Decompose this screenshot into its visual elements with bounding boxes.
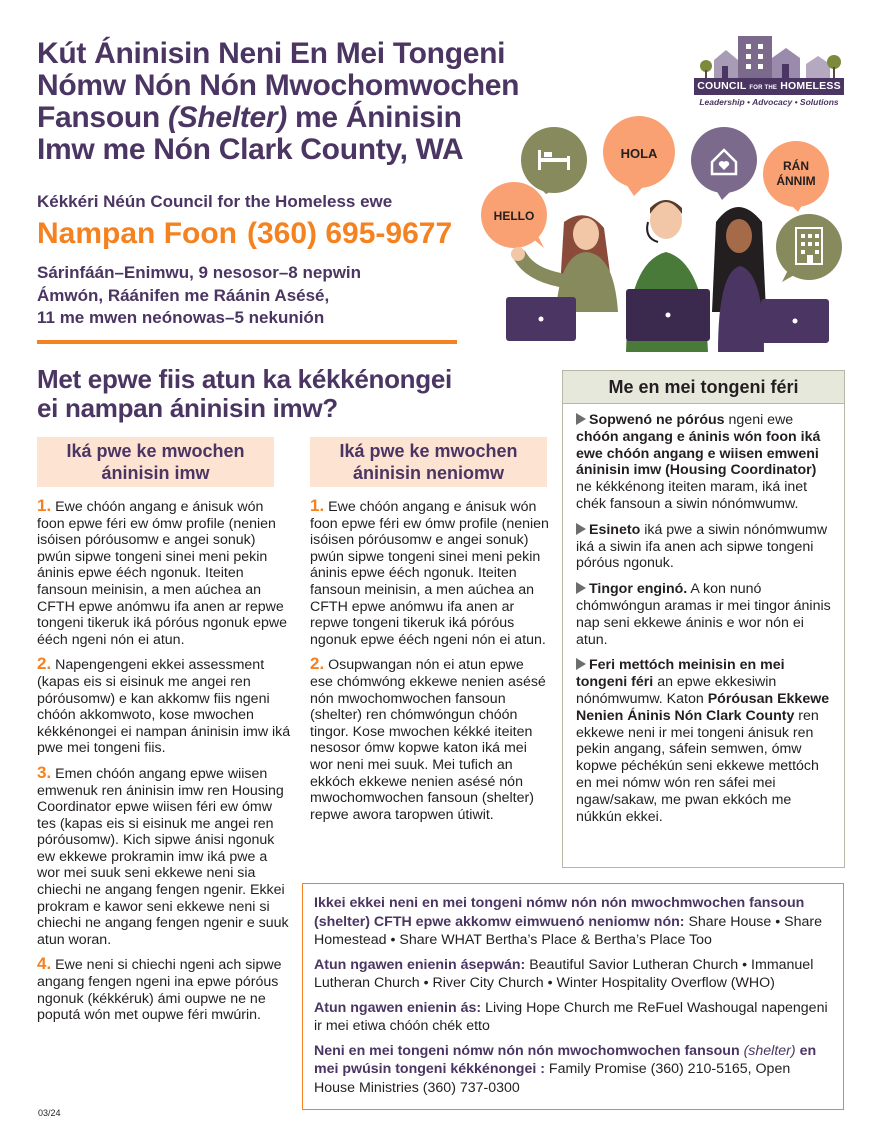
logo-name-b: HOMELESS [780,80,841,92]
list-item [310,498,550,648]
list-item [314,1042,833,1098]
council-logo [694,34,844,110]
hours-weekend-days: Ámwón, Ráánifen me Ráánin Asésé, [37,285,330,305]
step-text: Osupwangan nón ei atun epwe ese chómwóng ekkewe nenien asésé nón mwochomwochen fansoun (shelter) ren chómwóngun chóón tingor. Kose mwochen kékké iteiten nesosor ómw kopwe katon iká mei wor neni mei suuk. Mei tufich an ekkóch ekkewe nenien asésé nón mwochomwochen fansoun (shelter) repwe awora taropwen útiwit. [310,657,546,823]
agent-right-figure [712,207,766,352]
home-heart-bubble-icon [691,127,757,200]
step-text: Ewe chóón angang e ánisuk wón foon epwe féri ew ómw profile (nenien isóisen póróusomw e angei sonuk) pwún sipwe tongeni sinei meni pekin áninis epwe ééch ngonuk. Iteiten fansoun meinisin, a men aúchea an CFTH epwe anómwu ifa anen ar repwe tongeni tikeruk iká póróus ngonuk epwe ééch ngeni nón ei atun. [310,499,549,648]
shelter-list-label: en mei pwúsin tongeni kékkénongei : [314,1042,817,1077]
step-number: 1. [310,496,325,515]
ran-annim-text-2: ÁNNIM [776,174,816,188]
list-item [37,762,292,949]
housing-help-steps [37,498,292,1032]
tip-text: ne kékkénong iteiten maram, iká inet chék fansoun a siwin nónómwumw. [576,479,808,512]
logo-name-band [694,78,844,95]
list-item [314,956,833,993]
step-number: 3. [37,762,52,782]
tip-text: iká pwe a siwin nónómwumw iká a siwin ifa anen ach sipwe tongeni póróus ngonuk. [576,521,828,572]
step-number: 1. [37,496,52,515]
hola-text: HOLA [620,146,658,161]
orange-divider [37,340,457,344]
tip-bold: Tingor enginó. [589,581,688,598]
list-item [37,956,292,1023]
step-text: Ewe neni si chiechi ngeni ach sipwe angang fengen ngeni ina epwe póróus ngonuk (kékkéruk) ámi oupwe ne ne poputá wón met oupwe féri mwúrin. [37,957,282,1024]
tip-text: an epwe ekkesiwin nónómwumw. Katon [576,674,777,707]
houses-logo-icon [694,34,844,78]
shelter-list-text: Beautiful Savior Lutheran Church • Immanuel Lutheran Church • River City Church • Winter Hospitality Overflow (WHO) [314,956,814,991]
shelter-list-label: Ikkei ekkei neni en mei tongeni nómw nón nón mwochmwochen fansoun (shelter) CFTH epwe akkomw eimwuenó neniomw nón: [314,895,805,930]
list-item [576,412,832,513]
laptop-left-icon [506,297,576,341]
step-text: Emen chóón angang epwe wiisen emwenuk ren áninisin imw ren Housing Coordinator epwe wiisen féri ew ómw tes (kapas eis si eisinuk me angei ren póróusomw). Kich sipwe ánisi ngonuk ew ekkewe prokramin imw iká pwe a wor mei suuk seni ekkewe neni sia chiechi ne angang fengen ngenir. Ekkei prokram e kawor seni ekkewe neni si chiechi ne angang fengen ngenir e suuk atun woran. [37,765,289,948]
title-line-3-b: me Áninisin [286,101,462,134]
hours-block [37,262,361,330]
tip-bold: Esineto [589,521,641,538]
laptop-right-icon [761,299,829,343]
what-you-can-do-heading: Me en mei tongeni féri [563,371,844,404]
shelter-list-label: Atun ngawen enienin ásepwán: [314,956,526,973]
shelter-list-text: Family Promise (360) 210-5165, Open House Ministries (360) 737-0300 [314,1061,791,1096]
title-shelter-italic: (Shelter) [167,101,287,134]
title-line-1: Kút Áninisin Neni En Mei Tongeni [37,37,506,70]
tip-bold: chóón angang e áninis wón foon iká ewe chóón angang e wiisen emweni áninisin imw (Housing Coordinator) [576,428,821,479]
hours-weekday: Sárinfáán–Enimwu, 9 nesosor–8 nepwin [37,263,362,282]
title-line-4: Imw me Nón Clark County, WA [37,133,464,166]
question-line-1: Met epwe fiis atun ka kékkénongei [37,364,452,394]
tip-text: ren ekkewe neni ir mei tongeni ánisuk ren pekin angang, sáfein semwen, ómw kopwe péchékún seni ekkewe mettóch en mei nómw wón ren sáfei mei ngaw/sakaw, me pwan ekkóch me núkkún ekkei. [576,707,819,825]
step-text: Ewe chóón angang e ánisuk wón foon epwe féri ew ómw profile (nenien isóisen póróusomw e angei sonuk) pwún sipwe tongeni sinei meni pekin áninis epwe ééch ngonuk. Iteiten fansoun meinisin, a men aúchea an CFTH epwe anómwu ifa anen ar repwe tongeni tikeruk iká póróus ngonuk epwe ééch ngeni nón ei atun. [37,499,288,648]
shelter-list-label: Neni en mei tongeni nómw nón nón mwochomwochen fansoun [314,1042,744,1059]
step-number: 4. [37,954,52,974]
bed-bubble-icon [521,127,587,194]
tip-text: A kon nunó chómwóngun aramas ir mei tingor áninis nap seni ekkewe áninis e wor nón ei atun. [576,581,831,648]
shelter-list-box [302,883,844,1110]
title-line-2: Nómw Nón Nón Mwochomwochen [37,69,520,102]
hours-weekend-time: 11 me mwen neónowas–5 nekunión [37,308,325,327]
logo-name-a: COUNCIL [697,80,747,92]
housing-help-heading: Iká pwe ke mwochen áninisin imw [37,437,274,487]
list-item [576,522,832,572]
phone-number[interactable]: (360) 695-9677 [247,217,453,250]
shelter-list-text: Living Hope Church me ReFuel Washougal napengeni ir mei etiwa chóón chék etto [314,999,828,1034]
logo-name-small: FOR THE [749,85,778,91]
list-item [310,656,550,823]
triangle-bullet-icon [576,582,586,594]
triangle-bullet-icon [576,658,586,670]
triangle-bullet-icon [576,413,586,425]
hello-bubble [481,182,547,248]
tip-bold: Póróusan Ekkewe Nenien Áninis Nón Clark County [576,690,830,724]
shelter-list-text: Share House • Share Homestead • Share WHAT Bertha’s Place & Bertha’s Place Too [314,913,822,948]
what-you-can-do-box [562,370,845,868]
step-number: 2. [310,654,325,674]
date-code: 03/24 [38,1108,61,1118]
list-item [314,999,833,1036]
list-item [576,581,832,648]
hello-text: HELLO [493,209,535,223]
call-center-illustration [476,112,856,352]
list-item [314,894,833,950]
logo-tagline: Leadership • Advocacy • Solutions [699,97,839,107]
call-intro: Kékkéri Néún Council for the Homeless ewe [37,192,393,211]
ran-annim-text-1: RÁN [783,159,809,173]
tip-text: ngeni ewe [724,412,794,428]
step-text: Napengengeni ekkei assessment (kapas eis si eisinuk me angei ren póróusomw) e kan akkomw fiis ngeni chóón akkomwoto, kose mwochen kékkénongei ei nampan áninisin imw iká pwe mei tongeni fiis. [37,657,291,757]
what-you-can-do-body [563,404,844,825]
question-heading [37,365,557,423]
step-number: 2. [37,654,52,674]
shelter-help-steps [310,498,550,831]
triangle-bullet-icon [576,523,586,535]
tip-bold: Sopwenó ne póróus [589,412,725,428]
shelter-list-label-italic: (shelter) [743,1042,796,1059]
phone-line [37,217,462,251]
question-line-2: ei nampan áninisin imw? [37,393,338,423]
phone-label: Nampan Foon [37,217,237,250]
shelter-help-heading: Iká pwe ke mwochen áninisin neniomw [310,437,547,487]
shelter-list-label: Atun ngawen enienin ás: [314,999,482,1016]
laptop-center-icon [626,289,710,341]
ran-annim-bubble [763,141,829,212]
building-bubble-icon [776,214,842,282]
list-item [37,656,292,757]
title-line-3-a: Fansoun [37,101,168,134]
tip-bold: Feri mettóch meinisin en mei tongeni féri [576,657,785,691]
list-item [576,657,832,825]
hola-bubble [603,116,675,196]
list-item [37,498,292,648]
